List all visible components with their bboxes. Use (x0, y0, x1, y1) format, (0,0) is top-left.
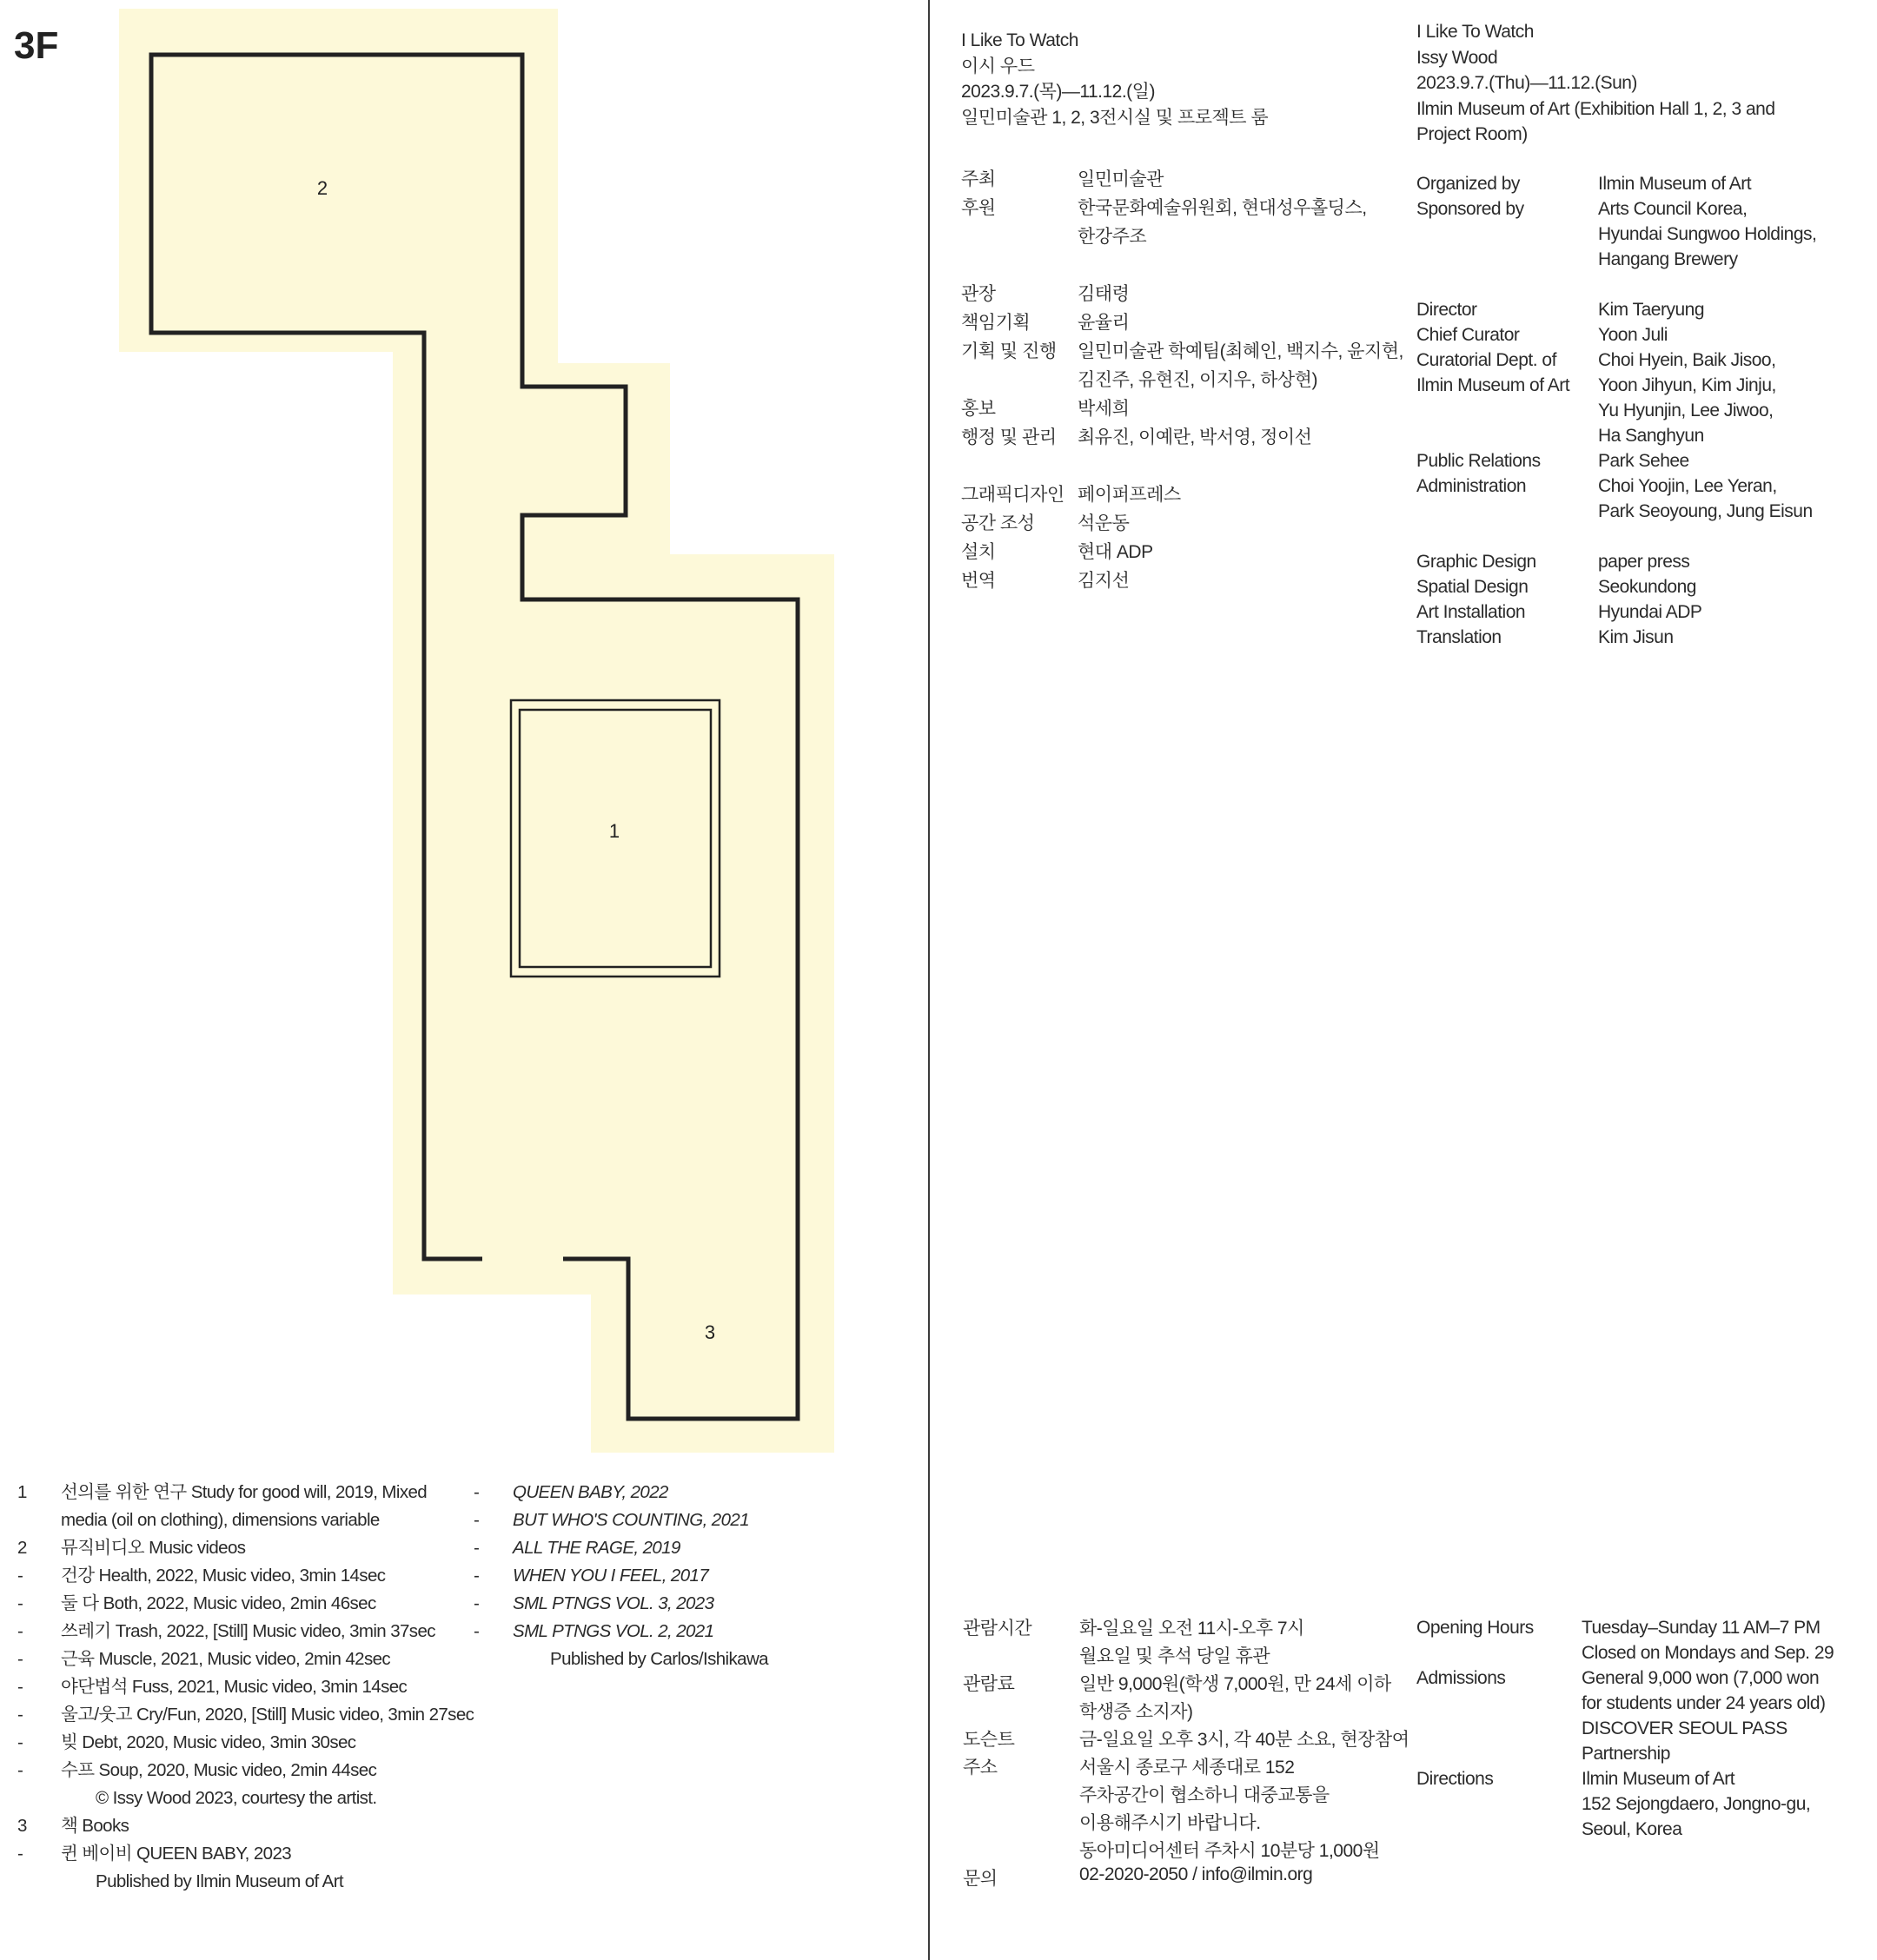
ko-dates: 2023.9.7.(목)—11.12.(일) (961, 82, 1155, 102)
caption-number: - (474, 1510, 480, 1530)
info-label: 도슨트 (963, 1730, 1015, 1750)
info-value: Yoon Juli (1598, 325, 1668, 345)
info-value: paper press (1598, 552, 1690, 572)
caption-text: 둘 다 Both, 2022, Music video, 2min 46sec (61, 1593, 376, 1613)
room-number: 2 (316, 177, 328, 199)
caption-text: BUT WHO'S COUNTING, 2021 (513, 1510, 749, 1530)
caption-number: - (474, 1593, 480, 1613)
caption-note: © Issy Wood 2023, courtesy the artist. (96, 1788, 377, 1808)
info-value: 김진주, 유현진, 이지우, 하상현) (1078, 370, 1317, 390)
info-label: Organized by (1416, 174, 1520, 194)
caption-number: 3 (17, 1816, 27, 1836)
caption-text: 뮤직비디오 Music videos (61, 1538, 246, 1558)
info-value: 화-일요일 오전 11시-오후 7시 (1079, 1619, 1304, 1639)
en-title: I Like To Watch (1416, 22, 1534, 42)
caption-number: - (17, 1732, 23, 1752)
info-label: Director (1416, 300, 1477, 320)
info-value: Hangang Brewery (1598, 249, 1738, 269)
info-value: 현대 ADP (1078, 542, 1153, 562)
info-label: 번역 (961, 571, 996, 591)
caption-text: 책 Books (61, 1816, 129, 1836)
en-venue: Ilmin Museum of Art (Exhibition Hall 1, 2, 3 and (1416, 98, 1775, 119)
caption-text: 빚 Debt, 2020, Music video, 3min 30sec (61, 1732, 356, 1752)
info-value: Ilmin Museum of Art (1598, 174, 1752, 194)
caption-text: 근육 Muscle, 2021, Music video, 2min 42sec (61, 1649, 391, 1669)
info-value: Kim Jisun (1598, 627, 1674, 647)
info-value: Partnership (1582, 1744, 1670, 1764)
info-value: 윤율리 (1078, 313, 1130, 333)
info-label: 관람료 (963, 1674, 1015, 1694)
info-label: 공간 조성 (961, 513, 1035, 533)
floor-label: 3F (14, 24, 59, 67)
info-label: Ilmin Museum of Art (1416, 375, 1570, 395)
info-label: Curatorial Dept. of (1416, 350, 1556, 370)
caption-number: - (17, 1621, 23, 1641)
caption-text: SML PTNGS VOL. 2, 2021 (513, 1621, 714, 1641)
info-label: 주소 (963, 1758, 998, 1778)
info-value: Hyundai ADP (1598, 602, 1702, 622)
caption-number: - (17, 1593, 23, 1613)
en-artist: Issy Wood (1416, 47, 1498, 68)
caption-note: Published by Ilmin Museum of Art (96, 1871, 344, 1891)
caption-text: WHEN YOU I FEEL, 2017 (513, 1566, 709, 1586)
room-number: 1 (608, 820, 620, 842)
caption-number: - (474, 1566, 480, 1586)
info-value: 주차공간이 협소하니 대중교통을 (1079, 1785, 1330, 1805)
caption-text: 건강 Health, 2022, Music video, 3min 14sec (61, 1566, 386, 1586)
caption-number: - (474, 1621, 480, 1641)
info-value: 서울시 종로구 세종대로 152 (1079, 1758, 1295, 1778)
caption-text: 쓰레기 Trash, 2022, [Still] Music video, 3min 37sec (61, 1621, 435, 1641)
info-value: Hyundai Sungwoo Holdings, (1598, 224, 1817, 244)
info-value: for students under 24 years old) (1582, 1693, 1826, 1713)
info-label: 문의 (963, 1869, 998, 1889)
caption-text: 울고/웃고 Cry/Fun, 2020, [Still] Music video, 3min 27sec (61, 1705, 474, 1725)
info-value: 박세희 (1078, 399, 1130, 419)
info-value: Ilmin Museum of Art (1582, 1769, 1735, 1789)
info-value: 학생증 소지자) (1079, 1702, 1193, 1722)
info-value: 월요일 및 추석 당일 휴관 (1079, 1646, 1270, 1666)
info-label: 기획 및 진행 (961, 341, 1057, 361)
info-label: 그래픽디자인 (961, 485, 1065, 505)
info-value: 이용해주시기 바랍니다. (1079, 1813, 1261, 1833)
caption-text: 수프 Soup, 2020, Music video, 2min 44sec (61, 1760, 377, 1780)
info-label: Opening Hours (1416, 1618, 1534, 1638)
info-value: 석운동 (1078, 513, 1130, 533)
caption-number: - (474, 1482, 480, 1502)
info-value: 일민미술관 학예팀(최혜인, 백지수, 윤지현, (1078, 341, 1403, 361)
info-value: Kim Taeryung (1598, 300, 1705, 320)
caption-text: ALL THE RAGE, 2019 (513, 1538, 680, 1558)
info-label: Spatial Design (1416, 577, 1529, 597)
caption-number: 1 (17, 1482, 27, 1502)
caption-number: 2 (17, 1538, 27, 1558)
info-value: Yoon Jihyun, Kim Jinju, (1598, 375, 1776, 395)
caption-text: 선의를 위한 연구 Study for good will, 2019, Mixed media (oil on clothing), dimensions variable (61, 1482, 428, 1530)
caption-text: QUEEN BABY, 2022 (513, 1482, 668, 1502)
info-label: 설치 (961, 542, 996, 562)
info-value: 금-일요일 오후 3시, 각 40분 소요, 현장참여 (1079, 1730, 1409, 1750)
info-value: Closed on Mondays and Sep. 29 (1582, 1643, 1834, 1663)
en-dates: 2023.9.7.(Thu)—11.12.(Sun) (1416, 73, 1637, 93)
info-value: Choi Yoojin, Lee Yeran, (1598, 476, 1777, 496)
info-label: 주최 (961, 169, 996, 189)
caption-number: - (474, 1538, 480, 1558)
info-value: 02-2020-2050 / info@ilmin.org (1079, 1864, 1313, 1884)
info-label: 관람시간 (963, 1619, 1032, 1639)
info-value: 김지선 (1078, 571, 1130, 591)
info-value: Choi Hyein, Baik Jisoo, (1598, 350, 1776, 370)
info-value: Tuesday–Sunday 11 AM–7 PM (1582, 1618, 1821, 1638)
info-value: 일반 9,000원(학생 7,000원, 만 24세 이하 (1079, 1674, 1391, 1694)
caption-text: SML PTNGS VOL. 3, 2023 (513, 1593, 714, 1613)
caption-number: - (17, 1677, 23, 1697)
caption-number: - (17, 1649, 23, 1669)
info-value: Arts Council Korea, (1598, 199, 1748, 219)
info-label: 홍보 (961, 399, 996, 419)
info-label: Art Installation (1416, 602, 1526, 622)
ko-venue: 일민미술관 1, 2, 3전시실 및 프로젝트 룸 (961, 107, 1269, 128)
room-number: 3 (704, 1321, 716, 1343)
caption-number: - (17, 1760, 23, 1780)
page-fold-line (928, 0, 930, 1960)
info-value: 동아미디어센터 주차시 10분당 1,000원 (1079, 1841, 1380, 1861)
info-label: Directions (1416, 1769, 1494, 1789)
info-value: 한강주조 (1078, 227, 1147, 247)
caption-note: Published by Carlos/Ishikawa (550, 1649, 768, 1669)
ko-title: I Like To Watch (961, 30, 1078, 50)
info-value: Park Seoyoung, Jung Eisun (1598, 501, 1813, 521)
info-value: Seoul, Korea (1582, 1819, 1682, 1839)
caption-text: 야단법석 Fuss, 2021, Music video, 3min 14sec (61, 1677, 408, 1697)
caption-number: - (17, 1844, 23, 1864)
info-value: 일민미술관 (1078, 169, 1164, 189)
info-label: Admissions (1416, 1668, 1506, 1688)
info-value: Ha Sanghyun (1598, 426, 1704, 446)
plan-highlight (119, 9, 834, 1453)
caption-text: 퀸 베이비 QUEEN BABY, 2023 (61, 1844, 292, 1864)
info-label: 관장 (961, 284, 996, 304)
info-value: Yu Hyunjin, Lee Jiwoo, (1598, 401, 1774, 420)
caption-number: - (17, 1566, 23, 1586)
caption-number: - (17, 1705, 23, 1725)
info-value: General 9,000 won (7,000 won (1582, 1668, 1820, 1688)
ko-title-block (961, 28, 1268, 130)
en-title-block (1416, 19, 1775, 148)
info-value: DISCOVER SEOUL PASS (1582, 1718, 1787, 1738)
info-label: 책임기획 (961, 313, 1031, 333)
info-value: Park Sehee (1598, 451, 1689, 471)
info-value: 최유진, 이예란, 박서영, 정이선 (1078, 427, 1312, 447)
info-label: Graphic Design (1416, 552, 1536, 572)
floor-plan (0, 0, 869, 1460)
info-value: 152 Sejongdaero, Jongno-gu, (1582, 1794, 1811, 1814)
info-value: 김태령 (1078, 284, 1130, 304)
info-label: Translation (1416, 627, 1502, 647)
info-value: 페이퍼프레스 (1078, 485, 1181, 505)
en-venue-cont: Project Room) (1416, 124, 1528, 144)
info-label: Administration (1416, 476, 1527, 496)
info-label: 행정 및 관리 (961, 427, 1057, 447)
ko-artist: 이시 우드 (961, 56, 1035, 76)
info-label: Sponsored by (1416, 199, 1524, 219)
info-label: 후원 (961, 198, 996, 218)
info-value: 한국문화예술위원회, 현대성우홀딩스, (1078, 198, 1367, 218)
info-label: Chief Curator (1416, 325, 1520, 345)
info-label: Public Relations (1416, 451, 1541, 471)
info-value: Seokundong (1598, 577, 1696, 597)
